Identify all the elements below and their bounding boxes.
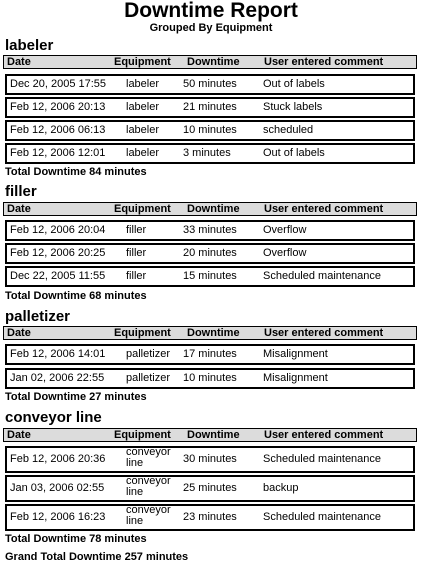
row-downtime: 33 minutes bbox=[183, 224, 237, 236]
row-equipment: palletizer bbox=[126, 372, 171, 384]
table-row bbox=[5, 120, 415, 141]
row-equipment: labeler bbox=[126, 147, 160, 159]
row-downtime: 20 minutes bbox=[183, 247, 237, 259]
row-comment: scheduled bbox=[263, 124, 314, 136]
column-header-row bbox=[3, 326, 417, 340]
row-comment: Misalignment bbox=[263, 348, 328, 360]
table-row bbox=[5, 446, 415, 473]
row-downtime: 3 minutes bbox=[183, 147, 231, 159]
table-row bbox=[5, 475, 415, 502]
row-date: Jan 03, 2006 02:55 bbox=[10, 482, 105, 494]
row-downtime: 30 minutes bbox=[183, 453, 237, 465]
row-comment: Overflow bbox=[263, 224, 307, 236]
column-header-comment: User entered comment bbox=[264, 203, 384, 215]
row-comment: Out of labels bbox=[263, 78, 325, 90]
column-header-downtime: Downtime bbox=[187, 203, 240, 215]
row-date: Feb 12, 2006 14:01 bbox=[10, 348, 106, 360]
row-downtime: 25 minutes bbox=[183, 482, 237, 494]
row-downtime: 15 minutes bbox=[183, 270, 237, 282]
group-heading: conveyor line bbox=[5, 409, 102, 426]
table-row bbox=[5, 344, 415, 365]
row-downtime: 21 minutes bbox=[183, 101, 237, 113]
group-heading: labeler bbox=[5, 37, 54, 54]
row-date: Dec 20, 2005 17:55 bbox=[10, 78, 107, 90]
row-comment: Scheduled maintenance bbox=[263, 270, 382, 282]
table-row bbox=[5, 243, 415, 264]
group-total: Total Downtime 78 minutes bbox=[5, 533, 147, 545]
table-row bbox=[5, 368, 415, 389]
row-comment: backup bbox=[263, 482, 299, 494]
group-total: Total Downtime 84 minutes bbox=[5, 166, 147, 178]
row-equipment: filler bbox=[126, 247, 147, 259]
row-downtime: 10 minutes bbox=[183, 372, 237, 384]
row-comment: Stuck labels bbox=[263, 101, 323, 113]
table-row bbox=[5, 266, 415, 287]
table-row bbox=[5, 74, 415, 95]
row-date: Feb 12, 2006 20:13 bbox=[10, 101, 106, 113]
table-row bbox=[5, 504, 415, 531]
row-date: Feb 12, 2006 12:01 bbox=[10, 147, 106, 159]
row-equipment: palletizer bbox=[126, 348, 171, 360]
row-equipment: conveyor line bbox=[126, 446, 171, 469]
row-comment: Misalignment bbox=[263, 372, 328, 384]
column-header-comment: User entered comment bbox=[264, 429, 384, 441]
row-downtime: 10 minutes bbox=[183, 124, 237, 136]
column-header-equipment: Equipment bbox=[114, 56, 171, 68]
table-row bbox=[5, 143, 415, 164]
column-header-date: Date bbox=[7, 429, 31, 441]
row-downtime: 50 minutes bbox=[183, 78, 237, 90]
report-title: Downtime Report bbox=[124, 0, 298, 22]
column-header-comment: User entered comment bbox=[264, 56, 384, 68]
row-date: Feb 12, 2006 20:36 bbox=[10, 453, 106, 465]
table-row bbox=[5, 97, 415, 118]
column-header-date: Date bbox=[7, 203, 31, 215]
row-comment: Scheduled maintenance bbox=[263, 511, 382, 523]
row-equipment: labeler bbox=[126, 78, 160, 90]
row-comment: Scheduled maintenance bbox=[263, 453, 382, 465]
table-row bbox=[5, 220, 415, 241]
column-header-date: Date bbox=[7, 327, 31, 339]
column-header-comment: User entered comment bbox=[264, 327, 384, 339]
column-header-equipment: Equipment bbox=[114, 203, 171, 215]
column-header-row bbox=[3, 428, 417, 442]
column-header-row bbox=[3, 55, 417, 69]
group-heading: filler bbox=[5, 183, 37, 200]
column-header-row bbox=[3, 202, 417, 216]
row-comment: Out of labels bbox=[263, 147, 325, 159]
row-comment: Overflow bbox=[263, 247, 307, 259]
row-equipment: filler bbox=[126, 270, 147, 282]
column-header-downtime: Downtime bbox=[187, 327, 240, 339]
row-date: Feb 12, 2006 06:13 bbox=[10, 124, 106, 136]
group-total: Total Downtime 27 minutes bbox=[5, 391, 147, 403]
row-date: Feb 12, 2006 20:25 bbox=[10, 247, 106, 259]
column-header-equipment: Equipment bbox=[114, 327, 171, 339]
row-equipment: labeler bbox=[126, 124, 160, 136]
row-equipment: conveyor line bbox=[126, 504, 171, 527]
row-date: Dec 22, 2005 11:55 bbox=[10, 270, 106, 282]
row-equipment: filler bbox=[126, 224, 147, 236]
row-downtime: 17 minutes bbox=[183, 348, 237, 360]
column-header-date: Date bbox=[7, 56, 31, 68]
report-subtitle: Grouped By Equipment bbox=[149, 22, 273, 34]
column-header-equipment: Equipment bbox=[114, 429, 171, 441]
row-downtime: 23 minutes bbox=[183, 511, 237, 523]
row-date: Feb 12, 2006 16:23 bbox=[10, 511, 106, 523]
column-header-downtime: Downtime bbox=[187, 429, 240, 441]
column-header-downtime: Downtime bbox=[187, 56, 240, 68]
group-heading: palletizer bbox=[5, 308, 71, 325]
row-date: Jan 02, 2006 22:55 bbox=[10, 372, 105, 384]
grand-total: Grand Total Downtime 257 minutes bbox=[5, 551, 189, 563]
row-equipment: labeler bbox=[126, 101, 160, 113]
row-equipment: conveyor line bbox=[126, 475, 171, 498]
row-date: Feb 12, 2006 20:04 bbox=[10, 224, 106, 236]
group-total: Total Downtime 68 minutes bbox=[5, 290, 147, 302]
